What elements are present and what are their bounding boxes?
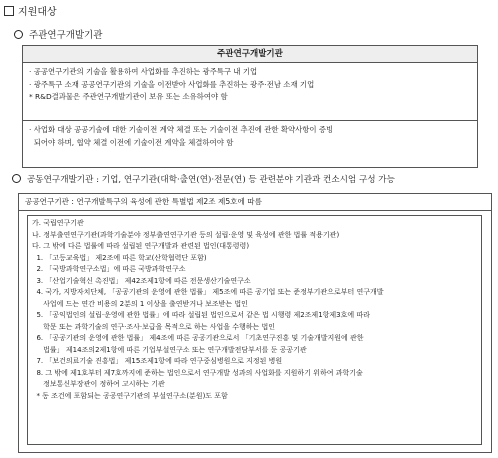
bullet-joint-institution [12,173,395,185]
list-item: 1. 「고등교육법」 제2조에 따른 학교(산학협력단 포함) [32,253,207,262]
list-item: 다. 그 밖에 다른 법률에 따라 설립된 연구개발과 관련된 법인(대통령령) [32,242,250,250]
bullet-lead-title: 주관연구개발기관 [29,30,103,41]
circle-bullet-icon [14,30,23,39]
institution-list [27,215,482,445]
list-item: 8. 그 밖에 제1호부터 제7호까지에 준하는 법인으로서 연구개발 성과의 사업화를 지원하기 위하여 과학기술 [32,368,363,377]
list-item: * 동 조건에 포함되는 공공연구기관의 부설연구소(분원)도 포함 [32,391,228,400]
lead-institution-table [22,45,478,168]
table-cell-eligibility [23,63,477,121]
checkbox-square-icon [4,6,14,16]
list-item: 5. 「공익법인의 설립·운영에 관한 법률」에 따라 설립된 법인으로서 같은 법 시행령 제2조제1항제3호에 따라 [32,311,370,319]
section-title [4,3,57,18]
list-item: 나. 정부출연연구기관(과학기술분야 정부출연연구기관 등의 설립·운영 및 육성에 관한 법률 적용기관) [32,230,340,239]
table-header: 주관연구개발기관 [23,46,477,63]
list-item: 3. 「산업기술혁신 촉진법」 제42조제1항에 따른 전문생산기술연구소 [32,276,251,285]
box-header: 공공연구기관 : 연구개발특구의 육성에 관한 특별법 제2조 제5호에 따름 [19,194,491,211]
list-item: 가. 국립연구기관 [32,219,84,227]
list-item: 4. 국가, 지방자치단체, 「공공기관의 운영에 관한 법률」 제5조에 따른 공기업 또는 준정부기관으로부터 연구개발 [32,288,384,296]
bullet-lead-institution [14,27,102,41]
table-cell-condition [23,121,477,167]
table-line: · 광주특구 소재 공공연구기관의 기술을 이전받아 사업화를 추진하는 광주·전남 소재 기업 [29,79,315,89]
list-item: 정보통신부장관이 정하여 고시하는 기관 [32,380,165,388]
list-item: 2. 「국방과학연구소법」에 따른 국방과학연구소 [32,265,186,273]
section-title-text: 지원대상 [18,7,57,18]
bullet-joint-title: 공동연구개발기관 : 기업, 연구기관(대학·출연(연)·전문(연) 등 관련분야 기관과 컨소시엄 구성 가능 [27,175,395,185]
list-item: 7. 「보건의료기술 진흥법」 제15조제1항에 따라 연구중심병원으로 지정된 병원 [32,357,283,365]
list-item: 사업에 드는 연간 비용의 2분의 1 이상을 출연받거나 보조받는 법인 [32,299,248,308]
circle-bullet-icon [12,174,21,183]
table-line: 되어야 하며, 협약 체결 이전에 기술이전 계약을 체결하여야 함 [29,137,234,147]
list-item: 학문 또는 과학기술의 연구·조사·보급을 목적으로 하는 사업을 수행하는 법인 [32,322,275,331]
list-item: 법률」 제14조의2제1항에 따른 기업부설연구소 또는 연구개발전담부서를 둔 공공기관 [32,345,307,354]
list-item: 6. 「공공기관의 운영에 관한 법률」 제4조에 따른 공공기관으로서 「기초연구진흥 및 기술개발지원에 관한 [32,334,364,342]
table-line: · 사업화 대상 공공기술에 대한 기술이전 계약 체결 또는 기술이전 추진에 관한 확약사항이 증빙 [29,125,334,134]
public-research-institution-box [18,193,492,453]
table-line: · 공공연구기관의 기술을 활용하여 사업화를 추진하는 광주특구 내 기업 [29,67,258,76]
table-line: * R&D결과물은 주관연구개발기관이 보유 또는 소유하여야 함 [29,92,228,101]
